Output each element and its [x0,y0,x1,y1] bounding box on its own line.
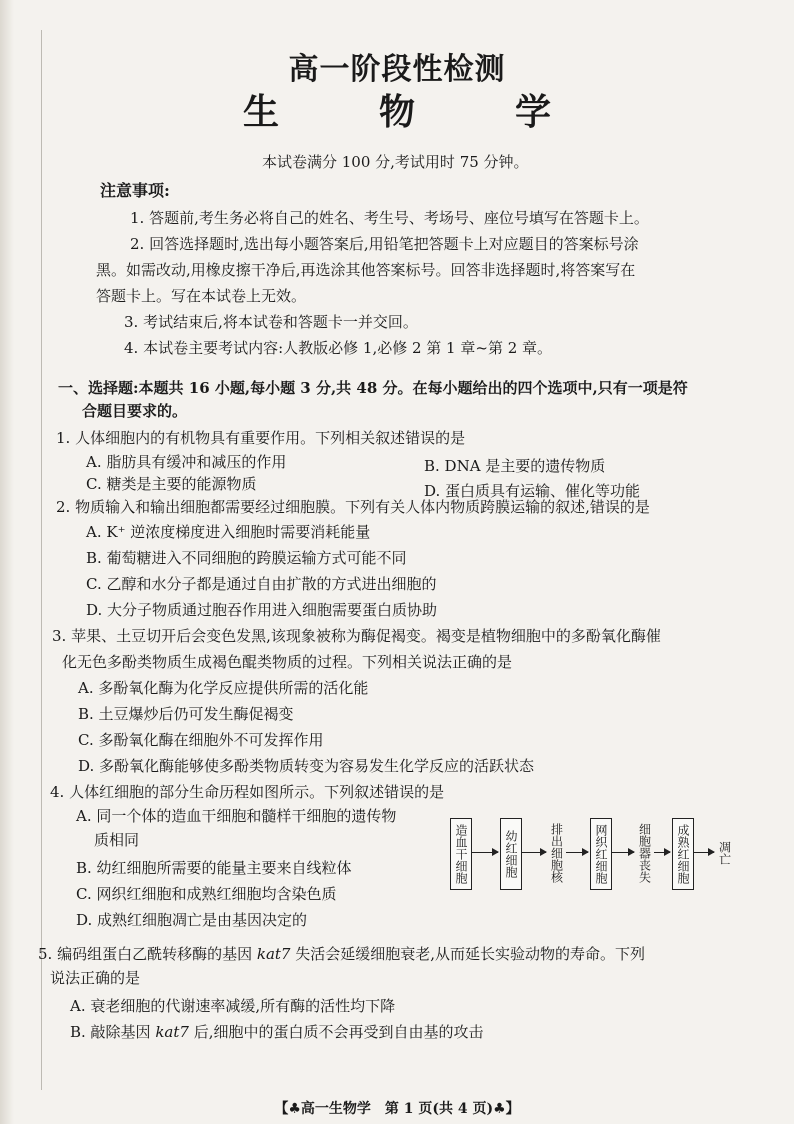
q3-option-a: A. 多酚氧化酶为化学反应提供所需的活化能 [78,679,369,697]
section-heading-1: 一、选择题:本题共 16 小题,每小题 3 分,共 48 分。在每小题给出的四个选项中,只有一项是符 [58,379,688,397]
q3-stem-line2: 化无色多酚类物质生成褐色醌类物质的过程。下列相关说法正确的是 [62,653,513,671]
q5-option-b-gene: kat7 [155,1023,189,1041]
q3-option-d: D. 多酚氧化酶能够使多酚类物质转变为容易发生化学反应的活跃状态 [78,757,535,775]
q1-option-a: A. 脂肪具有缓冲和减压的作用 [86,453,287,471]
q2-option-a: A. K⁺ 逆浓度梯度进入细胞时需要消耗能量 [86,523,371,541]
q3-stem-line1: 3. 苹果、土豆切开后会变色发黑,该现象被称为酶促褐变。褐变是植物细胞中的多酚氧化酶催 [52,627,661,645]
note-line-1: 1. 答题前,考生务必将自己的姓名、考生号、考场号、座位号填写在答题卡上。 [130,209,649,227]
q1-option-d: D. 蛋白质具有运输、催化等功能 [424,482,641,500]
note-line-4: 答题卡上。写在本试卷上无效。 [96,287,307,305]
page-edge-shadow [0,0,14,1124]
diagram-arrow-4 [612,852,634,853]
q5-gene: kat7 [256,945,291,963]
binding-line [41,30,42,1090]
subject-title: 生 物 学 [242,91,583,133]
q5-stem-post: 失活会延缓细胞衰老,从而延长实验动物的寿命。下列 [290,945,646,963]
q5-option-b [70,1022,483,1042]
diagram-box-mature-rbc: 成熟红细胞 [672,818,694,890]
q1-option-b: B. DNA 是主要的遗传物质 [424,457,606,475]
exam-info: 本试卷满分 100 分,考试用时 75 分钟。 [262,153,529,171]
q4-option-b: B. 幼红细胞所需要的能量主要来自线粒体 [76,859,352,877]
q4-option-c: C. 网织红细胞和成熟红细胞均含染色质 [76,885,337,903]
diagram-step-apoptosis: 凋亡 [717,841,732,865]
q4-option-d: D. 成熟红细胞凋亡是由基因决定的 [76,911,308,929]
diagram-box-reticulocyte: 网织红细胞 [590,818,612,890]
diagram-step-organelle-loss: 细胞器丧失 [637,823,652,883]
q2-option-d: D. 大分子物质通过胞吞作用进入细胞需要蛋白质协助 [86,601,438,619]
q1-option-c: C. 糖类是主要的能源物质 [86,475,257,493]
q3-option-b: B. 土豆爆炒后仍可发生酶促褐变 [78,705,294,723]
diagram-arrow-3 [566,852,588,853]
q4-option-a-line1: A. 同一个体的造血干细胞和髓样干细胞的遗传物 [76,807,397,825]
note-line-2: 2. 回答选择题时,选出每小题答案后,用铅笔把答题卡上对应题目的答案标号涂 [130,235,639,253]
page-footer: 【♣高一生物学 第 1 页(共 4 页)♣】 [274,1101,520,1117]
diagram-arrow-1 [472,852,498,853]
note-line-6: 4. 本试卷主要考试内容:人教版必修 1,必修 2 第 1 章~第 2 章。 [124,339,553,357]
diagram-arrow-2 [522,852,546,853]
q5-stem-line2: 说法正确的是 [50,969,141,987]
q5-stem-line1 [38,944,645,964]
q3-option-c: C. 多酚氧化酶在细胞外不可发挥作用 [78,731,324,749]
diagram-box-erythroblast: 幼红细胞 [500,818,522,890]
notes-heading: 注意事项: [100,181,170,200]
exam-title: 高一阶段性检测 [288,52,506,87]
q5-option-b-post: 后,细胞中的蛋白质不会再受到自由基的攻击 [188,1023,484,1041]
q4-stem: 4. 人体红细胞的部分生命历程如图所示。下列叙述错误的是 [50,783,445,801]
diagram-step-enucleation: 排出细胞核 [549,823,564,883]
q5-option-a: A. 衰老细胞的代谢速率减缓,所有酶的活性均下降 [70,997,396,1015]
q2-option-b: B. 葡萄糖进入不同细胞的跨膜运输方式可能不同 [86,549,407,567]
note-line-3: 黑。如需改动,用橡皮擦干净后,再选涂其他答案标号。回答非选择题时,将答案写在 [96,261,636,279]
diagram-arrow-6 [694,852,714,853]
q5-option-b-pre: B. 敲除基因 [70,1023,156,1041]
q2-option-c: C. 乙醇和水分子都是通过自由扩散的方式进出细胞的 [86,575,437,593]
section-heading-2: 合题目要求的。 [82,402,188,420]
q2-stem: 2. 物质输入和输出细胞都需要经过细胞膜。下列有关人体内物质跨膜运输的叙述,错误的是 [56,498,650,516]
q4-option-a-line2: 质相同 [94,831,140,849]
q5-stem-pre: 5. 编码组蛋白乙酰转移酶的基因 [38,945,257,963]
diagram-box-hematopoietic-stem-cell: 造血干细胞 [450,818,472,890]
note-line-5: 3. 考试结束后,将本试卷和答题卡一并交回。 [124,313,418,331]
diagram-arrow-5 [654,852,670,853]
q1-stem: 1. 人体细胞内的有机物具有重要作用。下列相关叙述错误的是 [56,429,466,447]
